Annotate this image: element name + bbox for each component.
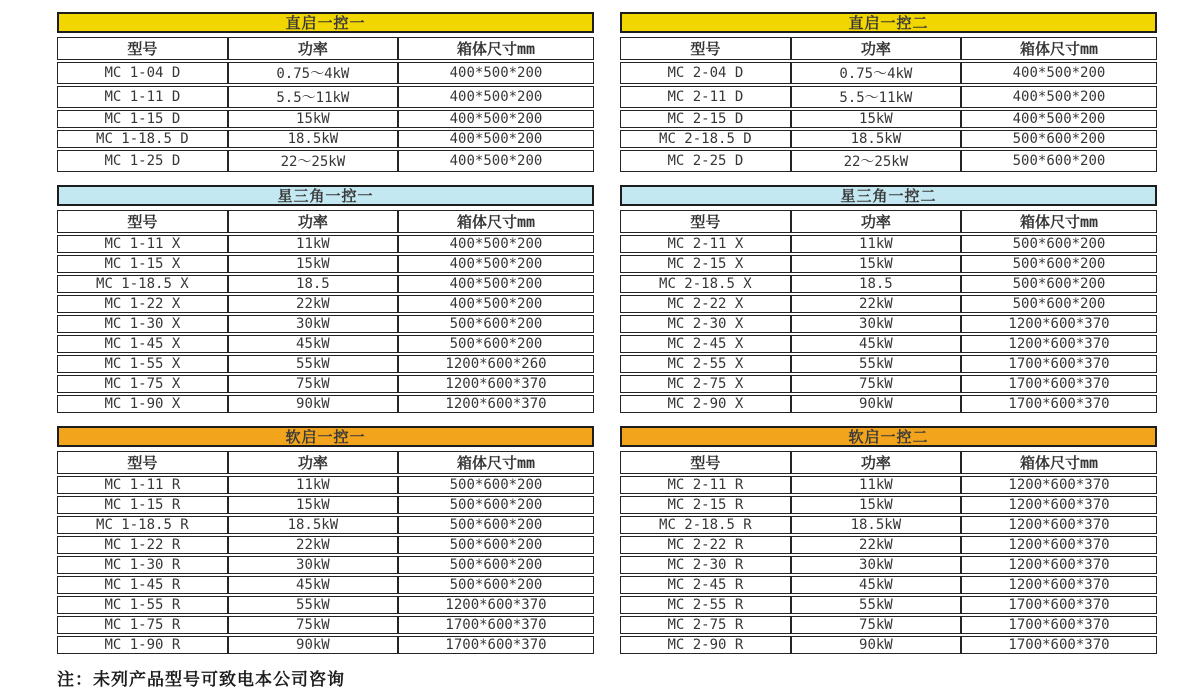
cell-model: MC 1-30 R	[57, 556, 228, 574]
table-row	[57, 235, 594, 253]
cell-model: MC 2-11 D	[620, 86, 791, 108]
cell-power: 15kW	[228, 255, 398, 273]
cell-size: 1200*600*370	[961, 536, 1157, 554]
table-row	[57, 295, 594, 313]
cell-model: MC 2-15 X	[620, 255, 791, 273]
cell-power: 18.5kW	[791, 516, 961, 534]
cell-power: 0.75～4kW	[228, 62, 398, 84]
cell-size: 1700*600*370	[961, 636, 1157, 654]
cell-model: MC 2-18.5 D	[620, 130, 791, 148]
table-row	[620, 150, 1157, 172]
cell-size: 1700*600*370	[961, 616, 1157, 634]
cell-model: MC 2-45 X	[620, 335, 791, 353]
table-title-star-1: 星三角一控一	[57, 185, 594, 206]
table-row	[620, 536, 1157, 554]
cell-model: MC 2-22 R	[620, 536, 791, 554]
cell-size: 1700*600*370	[961, 395, 1157, 413]
cell-power: 22～25kW	[228, 150, 398, 172]
spec-table-direct-2	[620, 35, 1157, 174]
spec-table-direct-1	[57, 35, 594, 174]
col-header-model: 型号	[620, 451, 791, 474]
cell-size: 500*600*200	[398, 496, 594, 514]
cell-power: 75kW	[791, 616, 961, 634]
cell-model: MC 2-18.5 X	[620, 275, 791, 293]
table-row	[57, 516, 594, 534]
table-row	[57, 576, 594, 594]
cell-power: 15kW	[228, 496, 398, 514]
table-row	[57, 616, 594, 634]
cell-power: 30kW	[791, 556, 961, 574]
header-row	[620, 210, 1157, 233]
cell-model: MC 1-75 R	[57, 616, 228, 634]
cell-size: 1200*600*370	[961, 516, 1157, 534]
cell-size: 500*600*200	[961, 150, 1157, 172]
cell-model: MC 1-90 X	[57, 395, 228, 413]
cell-size: 500*600*200	[398, 536, 594, 554]
cell-size: 400*500*200	[398, 235, 594, 253]
table-row	[57, 395, 594, 413]
table-row	[57, 130, 594, 148]
table-row	[57, 476, 594, 494]
cell-size: 400*500*200	[398, 275, 594, 293]
cell-power: 90kW	[228, 395, 398, 413]
table-title-direct-1: 直启一控一	[57, 12, 594, 33]
cell-power: 22kW	[228, 536, 398, 554]
cell-power: 0.75～4kW	[791, 62, 961, 84]
cell-power: 55kW	[228, 355, 398, 373]
table-row	[620, 130, 1157, 148]
table-title-soft-1: 软启一控一	[57, 426, 594, 447]
cell-power: 11kW	[228, 235, 398, 253]
table-row	[620, 86, 1157, 108]
table-row	[57, 335, 594, 353]
cell-power: 30kW	[228, 315, 398, 333]
header-row	[620, 451, 1157, 474]
cell-size: 500*600*200	[398, 576, 594, 594]
cell-power: 45kW	[228, 576, 398, 594]
header-row	[57, 451, 594, 474]
cell-model: MC 1-75 X	[57, 375, 228, 393]
cell-power: 11kW	[791, 476, 961, 494]
cell-size: 400*500*200	[398, 62, 594, 84]
cell-power: 22kW	[791, 536, 961, 554]
cell-model: MC 1-30 X	[57, 315, 228, 333]
table-row	[57, 556, 594, 574]
cell-model: MC 1-55 R	[57, 596, 228, 614]
col-header-model: 型号	[57, 451, 228, 474]
table-row	[620, 335, 1157, 353]
cell-size: 400*500*200	[398, 255, 594, 273]
table-row	[620, 496, 1157, 514]
cell-model: MC 2-11 R	[620, 476, 791, 494]
cell-size: 1200*600*370	[961, 496, 1157, 514]
cell-model: MC 2-75 R	[620, 616, 791, 634]
table-row	[57, 636, 594, 654]
table-group-star-1	[57, 185, 594, 415]
cell-power: 11kW	[791, 235, 961, 253]
table-row	[57, 150, 594, 172]
col-header-size: 箱体尺寸mm	[961, 37, 1157, 60]
cell-size: 1700*600*370	[961, 375, 1157, 393]
col-header-model: 型号	[57, 210, 228, 233]
cell-model: MC 1-45 R	[57, 576, 228, 594]
cell-model: MC 1-90 R	[57, 636, 228, 654]
cell-size: 400*500*200	[398, 150, 594, 172]
cell-power: 5.5～11kW	[791, 86, 961, 108]
cell-power: 45kW	[791, 335, 961, 353]
cell-power: 75kW	[228, 375, 398, 393]
cell-size: 1200*600*370	[961, 476, 1157, 494]
cell-size: 400*500*200	[398, 130, 594, 148]
col-header-power: 功率	[228, 210, 398, 233]
table-group-soft-2	[620, 426, 1157, 656]
cell-model: MC 2-15 R	[620, 496, 791, 514]
cell-size: 1200*600*370	[398, 395, 594, 413]
table-row	[620, 355, 1157, 373]
cell-model: MC 2-45 R	[620, 576, 791, 594]
table-row	[620, 62, 1157, 84]
cell-power: 55kW	[228, 596, 398, 614]
col-header-power: 功率	[228, 451, 398, 474]
cell-size: 500*600*200	[961, 295, 1157, 313]
cell-size: 500*600*200	[961, 235, 1157, 253]
cell-model: MC 2-90 X	[620, 395, 791, 413]
cell-size: 500*600*200	[398, 315, 594, 333]
cell-model: MC 1-18.5 D	[57, 130, 228, 148]
cell-model: MC 2-04 D	[620, 62, 791, 84]
table-title-star-2: 星三角一控二	[620, 185, 1157, 206]
cell-model: MC 1-11 R	[57, 476, 228, 494]
header-row	[57, 210, 594, 233]
table-row	[620, 295, 1157, 313]
cell-model: MC 1-55 X	[57, 355, 228, 373]
cell-model: MC 2-90 R	[620, 636, 791, 654]
table-row	[620, 275, 1157, 293]
cell-power: 45kW	[791, 576, 961, 594]
cell-power: 55kW	[791, 596, 961, 614]
cell-power: 75kW	[228, 616, 398, 634]
cell-size: 1200*600*260	[398, 355, 594, 373]
cell-power: 75kW	[791, 375, 961, 393]
cell-model: MC 2-75 X	[620, 375, 791, 393]
col-header-power: 功率	[791, 37, 961, 60]
cell-model: MC 1-15 X	[57, 255, 228, 273]
cell-size: 1700*600*370	[398, 616, 594, 634]
col-header-model: 型号	[57, 37, 228, 60]
cell-model: MC 1-15 D	[57, 110, 228, 128]
spec-table-soft-1	[57, 449, 594, 656]
cell-size: 500*600*200	[398, 516, 594, 534]
table-group-direct-1	[57, 12, 594, 174]
cell-model: MC 2-30 X	[620, 315, 791, 333]
cell-model: MC 1-11 D	[57, 86, 228, 108]
table-row	[57, 62, 594, 84]
cell-power: 55kW	[791, 355, 961, 373]
table-row	[620, 110, 1157, 128]
cell-power: 18.5	[228, 275, 398, 293]
table-row	[620, 556, 1157, 574]
cell-model: MC 1-25 D	[57, 150, 228, 172]
col-header-size: 箱体尺寸mm	[398, 37, 594, 60]
table-row	[620, 395, 1157, 413]
table-row	[620, 576, 1157, 594]
table-row	[620, 315, 1157, 333]
table-row	[57, 496, 594, 514]
cell-size: 500*600*200	[398, 335, 594, 353]
cell-size: 400*500*200	[961, 86, 1157, 108]
cell-size: 400*500*200	[961, 62, 1157, 84]
table-row-pair-soft	[57, 426, 1157, 656]
table-row	[57, 375, 594, 393]
footer-note: 注：未列产品型号可致电本公司咨询	[57, 670, 345, 690]
cell-power: 22kW	[791, 295, 961, 313]
col-header-size: 箱体尺寸mm	[398, 451, 594, 474]
cell-power: 15kW	[791, 110, 961, 128]
cell-size: 1200*600*370	[961, 315, 1157, 333]
table-row	[57, 110, 594, 128]
cell-model: MC 2-15 D	[620, 110, 791, 128]
cell-size: 500*600*200	[961, 275, 1157, 293]
table-row	[620, 255, 1157, 273]
cell-size: 500*600*200	[961, 255, 1157, 273]
spec-table-star-2	[620, 208, 1157, 415]
cell-power: 18.5kW	[791, 130, 961, 148]
col-header-model: 型号	[620, 210, 791, 233]
table-row	[620, 375, 1157, 393]
table-row	[620, 476, 1157, 494]
table-group-star-2	[620, 185, 1157, 415]
table-row	[57, 86, 594, 108]
table-row	[620, 616, 1157, 634]
cell-power: 15kW	[228, 110, 398, 128]
cell-model: MC 2-22 X	[620, 295, 791, 313]
cell-size: 1200*600*370	[961, 576, 1157, 594]
cell-size: 500*600*200	[398, 476, 594, 494]
table-row	[57, 255, 594, 273]
table-row	[620, 516, 1157, 534]
header-row	[620, 37, 1157, 60]
cell-size: 1700*600*370	[398, 636, 594, 654]
cell-power: 90kW	[791, 636, 961, 654]
cell-size: 1200*600*370	[961, 556, 1157, 574]
table-row	[620, 636, 1157, 654]
cell-power: 11kW	[228, 476, 398, 494]
spec-table-star-1	[57, 208, 594, 415]
cell-size: 400*500*200	[398, 110, 594, 128]
cell-power: 15kW	[791, 255, 961, 273]
cell-size: 500*600*200	[398, 556, 594, 574]
col-header-size: 箱体尺寸mm	[961, 451, 1157, 474]
cell-size: 1700*600*370	[961, 596, 1157, 614]
cell-model: MC 2-55 R	[620, 596, 791, 614]
header-row	[57, 37, 594, 60]
cell-model: MC 1-18.5 R	[57, 516, 228, 534]
table-row	[57, 355, 594, 373]
cell-model: MC 1-45 X	[57, 335, 228, 353]
cell-model: MC 1-11 X	[57, 235, 228, 253]
cell-model: MC 1-04 D	[57, 62, 228, 84]
table-row	[57, 315, 594, 333]
cell-power: 30kW	[791, 315, 961, 333]
col-header-model: 型号	[620, 37, 791, 60]
cell-size: 1200*600*370	[398, 375, 594, 393]
cell-power: 5.5～11kW	[228, 86, 398, 108]
table-row	[57, 536, 594, 554]
cell-size: 1200*600*370	[398, 596, 594, 614]
cell-model: MC 2-18.5 R	[620, 516, 791, 534]
cell-power: 30kW	[228, 556, 398, 574]
table-row	[620, 596, 1157, 614]
cell-model: MC 1-22 X	[57, 295, 228, 313]
table-row	[57, 275, 594, 293]
cell-model: MC 2-30 R	[620, 556, 791, 574]
table-row	[57, 596, 594, 614]
cell-model: MC 1-22 R	[57, 536, 228, 554]
table-row	[620, 235, 1157, 253]
cell-model: MC 2-55 X	[620, 355, 791, 373]
col-header-power: 功率	[228, 37, 398, 60]
spec-table-soft-2	[620, 449, 1157, 656]
cell-power: 18.5kW	[228, 516, 398, 534]
table-group-direct-2	[620, 12, 1157, 174]
cell-size: 1200*600*370	[961, 335, 1157, 353]
table-title-direct-2: 直启一控二	[620, 12, 1157, 33]
cell-size: 400*500*200	[398, 86, 594, 108]
cell-model: MC 2-11 X	[620, 235, 791, 253]
table-row-pair-star	[57, 185, 1157, 415]
cell-power: 90kW	[228, 636, 398, 654]
cell-power: 90kW	[791, 395, 961, 413]
cell-size: 400*500*200	[398, 295, 594, 313]
cell-model: MC 2-25 D	[620, 150, 791, 172]
col-header-size: 箱体尺寸mm	[398, 210, 594, 233]
col-header-power: 功率	[791, 210, 961, 233]
cell-power: 22kW	[228, 295, 398, 313]
cell-size: 500*600*200	[961, 130, 1157, 148]
table-title-soft-2: 软启一控二	[620, 426, 1157, 447]
col-header-size: 箱体尺寸mm	[961, 210, 1157, 233]
cell-model: MC 1-15 R	[57, 496, 228, 514]
cell-power: 22～25kW	[791, 150, 961, 172]
cell-power: 18.5	[791, 275, 961, 293]
cell-power: 18.5kW	[228, 130, 398, 148]
cell-model: MC 1-18.5 X	[57, 275, 228, 293]
col-header-power: 功率	[791, 451, 961, 474]
cell-size: 400*500*200	[961, 110, 1157, 128]
table-group-soft-1	[57, 426, 594, 656]
cell-power: 45kW	[228, 335, 398, 353]
cell-size: 1700*600*370	[961, 355, 1157, 373]
table-row-pair-direct	[57, 12, 1157, 174]
cell-power: 15kW	[791, 496, 961, 514]
